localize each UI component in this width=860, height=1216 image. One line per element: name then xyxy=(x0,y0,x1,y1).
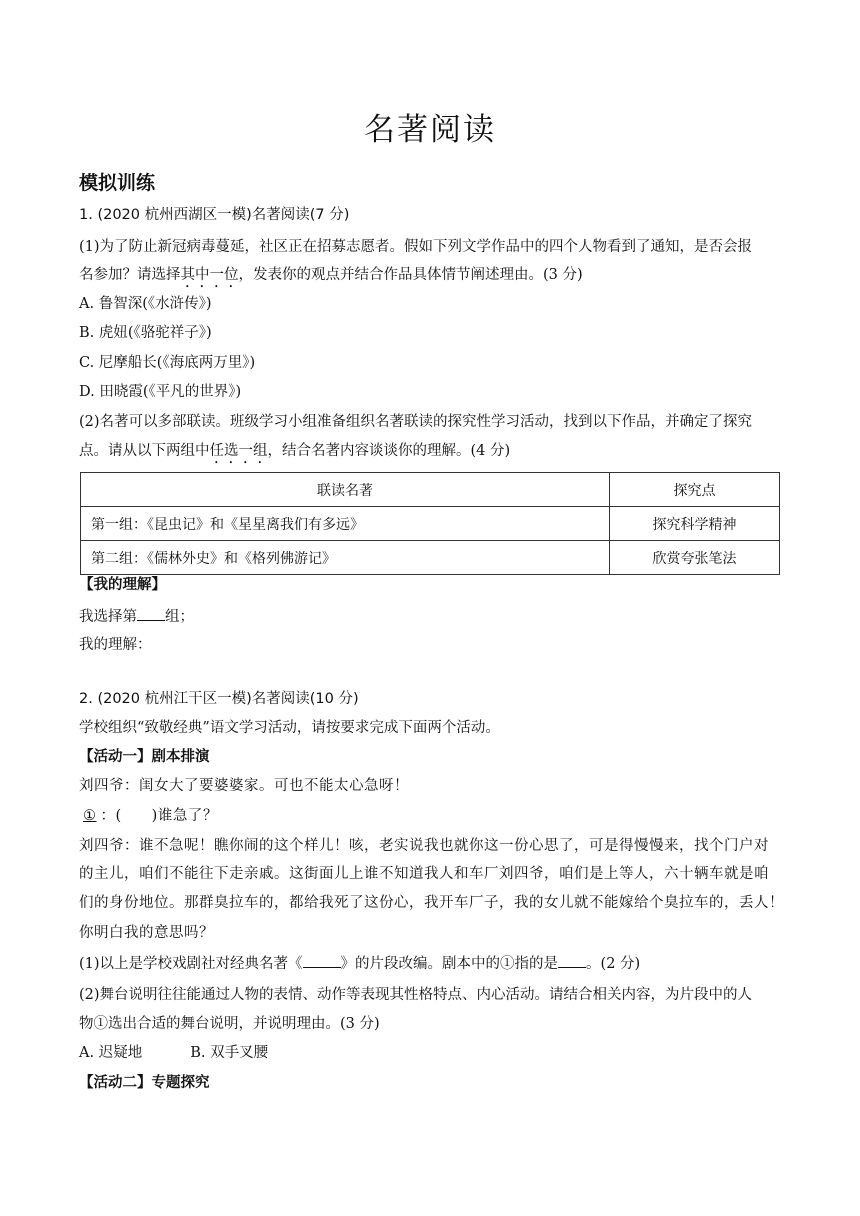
text-span: ，发表你的观点并结合作品具体情节阐述理由。(3 分) xyxy=(238,267,583,283)
reading-table xyxy=(80,472,780,575)
q1-part2-line2 xyxy=(79,441,510,467)
q2-heading: 2. (2020 杭州江干区一模)名著阅读(10 分) xyxy=(79,691,359,707)
q1-option-b: B. 虎妞(《骆驼祥子》) xyxy=(79,325,212,341)
table-cell: 第一组：《昆虫记》和《星星离我们有多远》 xyxy=(81,507,610,541)
table-row xyxy=(81,507,780,541)
script-line-5: 们的身份地位。那群臭拉车的，都给我死了这份心，我开车厂子，我的女儿就不能嫁给个臭拉车的，丢人！ xyxy=(79,895,784,911)
script-line-6: 你明白我的意思吗？ xyxy=(79,925,214,941)
q2-part2-line1: (2)舞台说明往往能通过人物的表情、动作等表现其性格特点、内心活动。请结合相关内容，为片段中的人 xyxy=(79,987,753,1003)
activity1-heading: 【活动一】剧本排演 xyxy=(79,749,210,765)
q1-option-c: C. 尼摩船长(《海底两万里》) xyxy=(79,355,256,371)
q1-part1-line2 xyxy=(79,265,583,291)
emphasis-text: 其中一位 xyxy=(180,267,239,283)
script-line-3: 刘四爷：谁不急呢！瞧你闹的这个样儿！咳，老实说我也就你这一份心思了，可是得慢慢来，找个门户对 xyxy=(79,838,769,854)
text-span: ：( )谁急了？ xyxy=(100,808,218,824)
q2-options xyxy=(79,1043,268,1063)
q1-part2-line1: (2)名著可以多部联读。班级学习小组准备组织名著联读的探究性学习活动，找到以下作品，并确定了探究 xyxy=(79,414,753,430)
q1-part1-line1: (1)为了防止新冠病毒蔓延，社区正在招募志愿者。假如下列文学作品中的四个人物看到了通知，是否会报 xyxy=(79,239,753,255)
answer-blank[interactable] xyxy=(558,953,586,968)
page-title: 名著阅读 xyxy=(364,112,496,148)
q1-option-a: A. 鲁智深(《水浒传》) xyxy=(79,296,212,312)
option-b: B. 双手叉腰 xyxy=(190,1045,269,1061)
text-span: 我选择第 xyxy=(79,609,137,625)
understanding-line: 我的理解： xyxy=(79,637,152,653)
answer-blank[interactable] xyxy=(137,606,165,621)
q2-intro: 学校组织“致敬经典”语文学习活动，请按要求完成下面两个活动。 xyxy=(79,720,500,736)
text-span: 名参加？请选择 xyxy=(79,267,181,283)
q2-part2-line2: 物①选出合适的舞台说明，并说明理由。(3 分) xyxy=(79,1016,380,1032)
emphasis-text: 任选一组 xyxy=(209,443,268,459)
script-line-1: 刘四爷：闺女大了要婆婆家。可也不能太心急呀！ xyxy=(79,778,409,794)
table-header-row xyxy=(81,473,780,507)
table-cell: 探究科学精神 xyxy=(610,507,780,541)
script-line-2 xyxy=(79,806,218,826)
text-span: 》的片段改编。剧本中的①指的是 xyxy=(340,956,559,972)
text-span: ，结合名著内容谈谈你的理解。(4 分) xyxy=(267,443,511,459)
table-header: 联读名著 xyxy=(81,473,610,507)
q1-heading: 1. (2020 杭州西湖区一模)名著阅读(7 分) xyxy=(79,207,350,223)
choose-group-line xyxy=(79,606,194,627)
script-line-4: 的主儿，咱们不能往下走亲戚。这街面儿上谁不知道我人和车厂刘四爷，咱们是上等人，六十辆车就是咱 xyxy=(79,866,769,882)
table-cell: 第二组：《儒林外史》和《格列佛游记》 xyxy=(81,541,610,575)
table-row xyxy=(81,541,780,575)
option-a: A. 迟疑地 xyxy=(79,1045,143,1061)
my-understanding-label: 【我的理解】 xyxy=(79,577,166,593)
section-heading: 模拟训练 xyxy=(79,172,156,194)
text-span: 组； xyxy=(165,609,194,625)
activity2-heading: 【活动二】专题探究 xyxy=(79,1075,210,1091)
answer-blank[interactable] xyxy=(303,953,341,968)
text-span: (1)以上是学校戏剧社对经典名著《 xyxy=(79,956,303,972)
text-span: 点。请从以下两组中 xyxy=(79,443,210,459)
text-span: 。(2 分) xyxy=(586,956,641,972)
q2-part1 xyxy=(79,953,640,974)
numbered-blank[interactable]: ① xyxy=(83,808,97,824)
q1-option-d: D. 田晓霞(《平凡的世界》) xyxy=(79,384,242,400)
table-header: 探究点 xyxy=(610,473,780,507)
table-cell: 欣赏夸张笔法 xyxy=(610,541,780,575)
